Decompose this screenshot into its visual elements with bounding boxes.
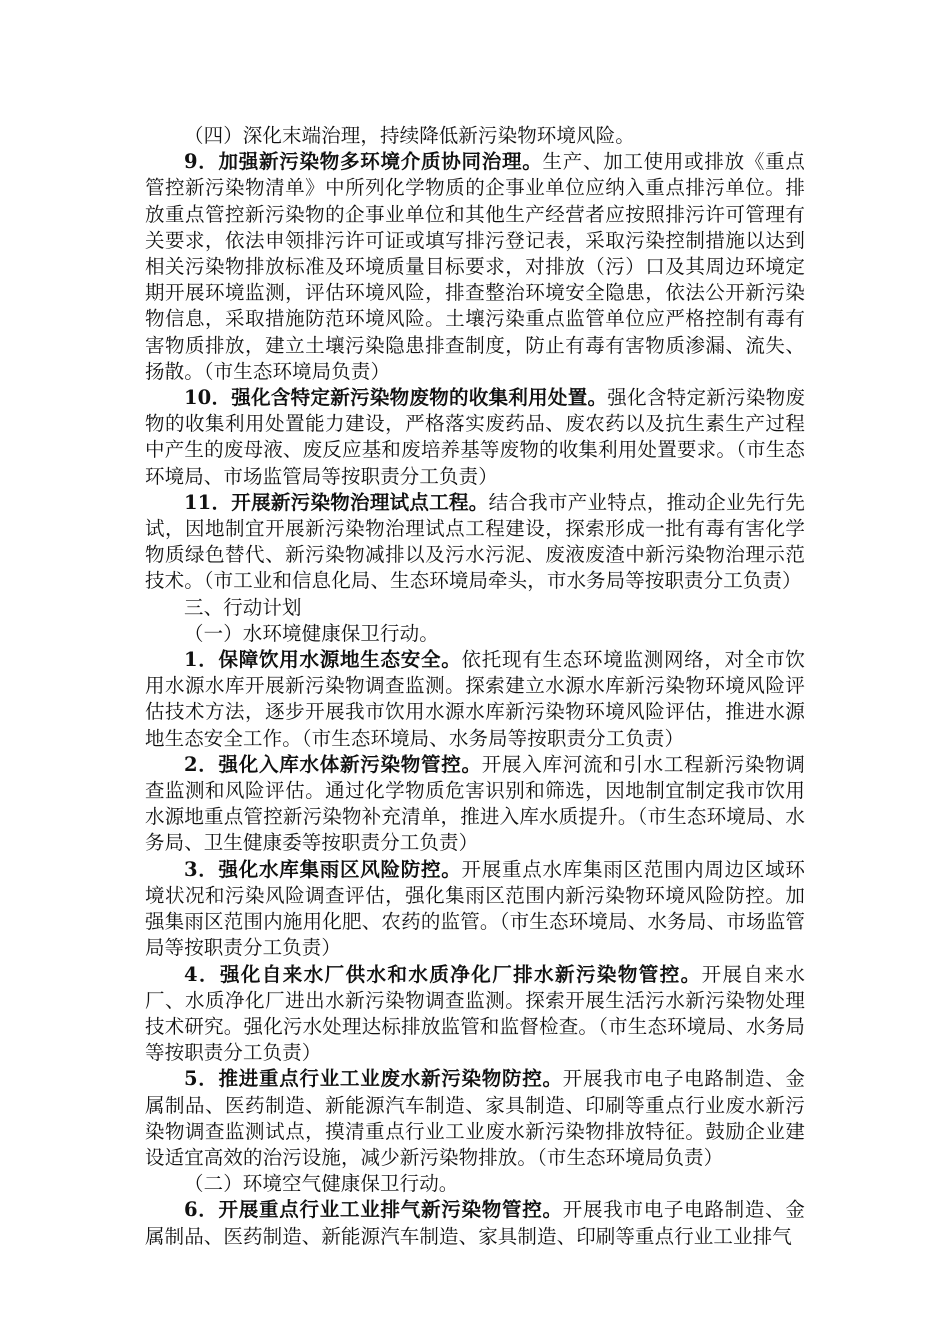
item-11 (145, 490, 805, 595)
item-4-body: 开展自来水厂、水质净化厂进出水新污染物调查监测。探索开展生活污水新污染物处理技术研究。强化污水处理达标排放监管和监督检查。（市生态环境局、水务局等按职责分工负责） (145, 962, 805, 1065)
item-6 (145, 1197, 805, 1249)
item-11-body: 结合我市产业特点，推动企业先行先试，因地制宜开展新污染物治理试点工程建设，探索形成一批有毒有害化学物质绿色替代、新污染物减排以及污水污泥、废液废渣中新污染物治理示范技术。（市工业和信息化局、生态环境局牵头，市水务局等按职责分工负责） (145, 490, 805, 593)
item-4-title: 4．强化自来水厂供水和水质净化厂排水新污染物管控。 (184, 962, 702, 986)
item-9-body: 生产、加工使用或排放《重点管控新污染物清单》中所列化学物质的企事业单位应纳入重点排污单位。排放重点管控新污染物的企事业单位和其他生产经营者应按照排污许可管理有关要求，依法申领排污许可证或填写排污登记表，采取污染控制措施以达到相关污染物排放标准及环境质量目标要求，对排放（污）口及其周边环境定期开展环境监测，评估环境风险，排查整治环境安全隐患，依法公开新污染物信息，采取措施防范环境风险。土壤污染重点监管单位应严格控制有毒有害物质排放，建立土壤污染隐患排查制度，防止有毒有害物质渗漏、流失、扬散。（市生态环境局负责） (145, 150, 805, 383)
item-10-title: 10．强化含特定新污染物废物的收集利用处置。 (184, 386, 608, 410)
item-9-title: 9．加强新污染物多环境介质协同治理。 (184, 150, 543, 174)
subheading-4: （四）深化末端治理，持续降低新污染物环境风险。 (184, 124, 635, 147)
item-4 (145, 962, 805, 1067)
document-page (145, 123, 805, 1250)
item-5 (145, 1066, 805, 1171)
item-1-body: 依托现有生态环境监测网络，对全市饮用水源水库开展新污染物调查监测。探索建立水源水库新污染物环境风险评估技术方法，逐步开展我市饮用水源水库新污染物环境风险评估，推进水源地生态安全工作。（市生态环境局、水务局等按职责分工负责） (145, 648, 806, 750)
item-3-body: 开展重点水库集雨区范围内周边区域环境状况和污染风险调查评估，强化集雨区范围内新污染物环境风险防控。加强集雨区范围内施用化肥、农药的监管。（市生态环境局、水务局、市场监管局等按职责分工负责） (145, 857, 806, 960)
subheading-1: （一）水环境健康保卫行动。 (184, 621, 439, 645)
item-5-title: 5．推进重点行业工业废水新污染物防控。 (184, 1067, 563, 1091)
subheading-2: （二）环境空气健康保卫行动。 (184, 1172, 459, 1196)
item-1 (145, 647, 805, 752)
item-10-body: 强化含特定新污染物废物的收集利用处置能力建设，严格落实废药品、废农药以及抗生素生产过程中产生的废母液、废反应基和废培养基等废物的收集利用处置要求。（市生态环境局、市场监管局等按职责分工负责） (145, 386, 805, 488)
item-9 (145, 149, 805, 385)
item-11-title: 11．开展新污染物治理试点工程。 (184, 490, 489, 514)
item-2-title: 2．强化入库水体新污染物管控。 (184, 752, 482, 776)
section-heading-3: 三、行动计划 (184, 595, 302, 619)
item-3 (145, 857, 805, 962)
item-6-body: 开展我市电子电路制造、金属制品、医药制造、新能源汽车制造、家具制造、印刷等重点行业工业排气 (145, 1198, 806, 1248)
item-10 (145, 385, 805, 490)
item-2 (145, 752, 805, 857)
item-3-title: 3．强化水库集雨区风险防控。 (184, 857, 462, 881)
item-6-title: 6．开展重点行业工业排气新污染物管控。 (184, 1198, 563, 1222)
item-5-body: 开展我市电子电路制造、金属制品、医药制造、新能源汽车制造、家具制造、印刷等重点行业废水新污染物调查监测试点，摸清重点行业工业废水新污染物排放特征。鼓励企业建设适宜高效的治污设施，减少新污染物排放。（市生态环境局负责） (145, 1067, 806, 1169)
item-2-body: 开展入库河流和引水工程新污染物调查监测和风险评估。通过化学物质危害识别和筛选，因地制宜制定我市饮用水源地重点管控新污染物补充清单，推进入库水质提升。（市生态环境局、水务局、卫生健康委等按职责分工负责） (145, 752, 805, 855)
item-1-title: 1．保障饮用水源地生态安全。 (184, 648, 462, 672)
